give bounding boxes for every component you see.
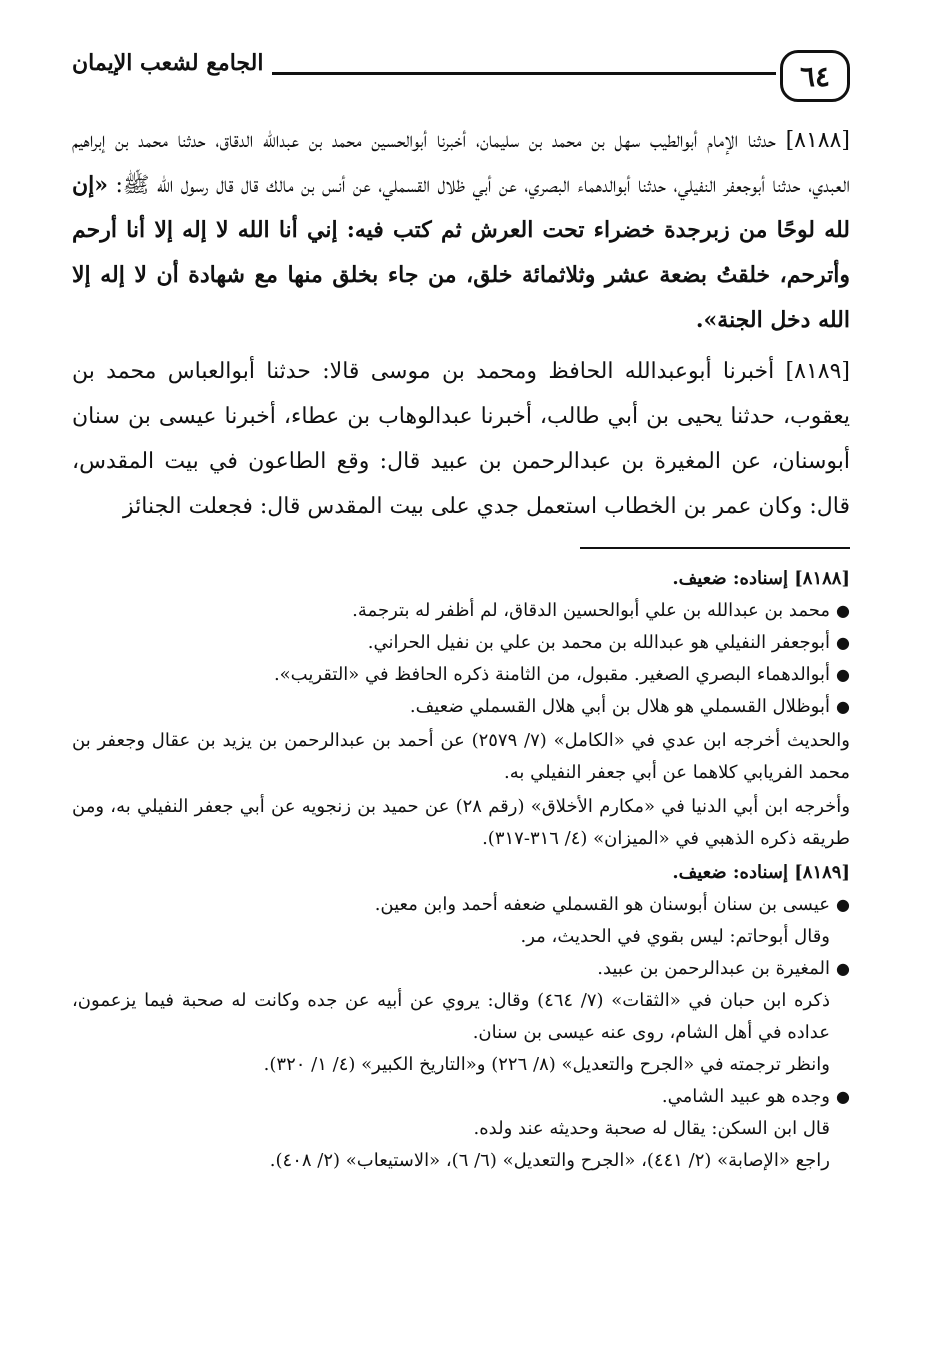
note-item [72, 889, 850, 921]
note-list-8188 [72, 595, 850, 723]
note-text: أبوظلال القسملي هو هلال بن أبي هلال القسملي ضعيف. [409, 696, 830, 717]
page-header [72, 38, 850, 118]
note-text: أبوالدهماء البصري الصغير. مقبول، من الثامنة ذكره الحافظ في «التقريب». [273, 664, 830, 685]
note-label-8188: [٨١٨٨] إسناده: ضعيف. [672, 568, 850, 589]
footnote-divider [580, 547, 850, 549]
hadith-8189 [72, 349, 850, 529]
note-subtext: قال ابن السكن: يقال له صحبة وحديثه عند ولده. [473, 1118, 830, 1139]
bullet-icon: ● [836, 665, 850, 684]
note-paragraph: وأخرجه ابن أبي الدنيا في «مكارم الأخلاق» (رقم ٢٨) عن حميد بن زنجويه عن أبي جعفر النفيلي به، ومن طريقه ذكره الذهبي في «الميزان» (٤/ ٣١٦-٣١٧). [72, 796, 851, 849]
footnotes [72, 563, 850, 1177]
note-list-8189 [72, 889, 850, 921]
page-number: ٦٤ [780, 50, 850, 102]
note-item [72, 1081, 850, 1113]
note-text: عيسى بن سنان أبوسنان هو القسملي ضعفه أحمد وابن معين. [374, 894, 830, 915]
bullet-icon: ● [836, 895, 850, 914]
main-text [72, 118, 850, 529]
header-rule [272, 72, 776, 75]
note-text: المغيرة بن عبدالرحمن بن عبيد. [597, 958, 830, 979]
bullet-icon: ● [836, 1087, 850, 1106]
hadith-number: [٨١٨٩] [785, 359, 850, 384]
note-subtext: راجع «الإصابة» (٢/ ٤٤١)، «الجرح والتعديل» (٦/ ٦)، «الاستيعاب» (٢/ ٤٠٨). [269, 1150, 830, 1171]
note-item [72, 627, 850, 659]
hadith-isnad: حدثنا الإمام أبوالطيب سهل بن محمد بن سليمان، أخبرنا أبوالحسين محمد بن عبدالله الدقاق، حدثنا محمد بن إبراهيم العبدي، حدثنا أبوجعفر النفيلي، حدثنا أبوالدهماء البصري، عن أبي ظلال القسملي، عن أنس بن مالك قال قال رسول الله ﷺ: [72, 128, 850, 198]
note-subtext: وقال أبوحاتم: ليس بقوي في الحديث، مر. [520, 926, 830, 947]
hadith-8188 [72, 118, 850, 343]
note-subtext: ذكره ابن حبان في «الثقات» (٧/ ٤٦٤) وقال: يروي عن أبيه عن جده وكانت له صحبة فيما يزعمون، عداده في أهل الشام، روى عنه عيسى بن سنان. [72, 990, 831, 1043]
note-list-8189-c [72, 1081, 850, 1113]
note-text: محمد بن عبدالله بن علي أبوالحسين الدقاق، لم أظفر له بترجمة. [352, 600, 830, 621]
note-label-8189: [٨١٨٩] إسناده: ضعيف. [672, 862, 850, 883]
note-text: أبوجعفر النفيلي هو عبدالله بن محمد بن علي بن نفيل الحراني. [367, 632, 830, 653]
note-list-8189-b [72, 953, 850, 985]
note-paragraph: والحديث أخرجه ابن عدي في «الكامل» (٧/ ٢٥٧٩) عن أحمد بن عبدالرحمن بن يزيد بن عقال وجعفر بن محمد الفريابي كلاهما عن أبي جعفر النفيلي به. [72, 730, 850, 783]
note-item [72, 659, 850, 691]
note-subtext: وانظر ترجمته في «الجرح والتعديل» (٨/ ٢٢٦) و«التاريخ الكبير» (٤/ ١/ ٣٢٠). [263, 1054, 830, 1075]
note-item [72, 953, 850, 985]
bullet-icon: ● [836, 633, 850, 652]
hadith-number: [٨١٨٨] [785, 128, 851, 153]
bullet-icon: ● [836, 697, 850, 716]
book-title: الجامع لشعب الإيمان [72, 50, 264, 76]
hadith-matn: «إن لله لوحًا من زبرجدة خضراء تحت العرش ثم كتب فيه: إني أنا الله لا إله إلا أنا أرحم وأترحم، خلقتُ بضعة عشر وثلاثمائة خلق، من جاء بخلق منها مع شهادة أن لا إله إلا الله دخل الجنة». [72, 172, 850, 333]
hadith-text: أخبرنا أبوعبدالله الحافظ ومحمد بن موسى قالا: حدثنا أبوالعباس محمد بن يعقوب، حدثنا يحيى بن أبي طالب، أخبرنا عبدالوهاب بن عطاء، أخبرنا عيسى بن سنان أبوسنان، عن المغيرة بن عبدالرحمن بن عبيد قال: وقع الطاعون في بيت المقدس، قال: وكان عمر بن الخطاب استعمل جدي على بيت المقدس قال: فجعلت الجنائز [72, 359, 850, 519]
bullet-icon: ● [836, 959, 850, 978]
note-item [72, 595, 850, 627]
bullet-icon: ● [836, 601, 850, 620]
note-item [72, 691, 850, 723]
note-text: وجده هو عبيد الشامي. [661, 1086, 830, 1107]
